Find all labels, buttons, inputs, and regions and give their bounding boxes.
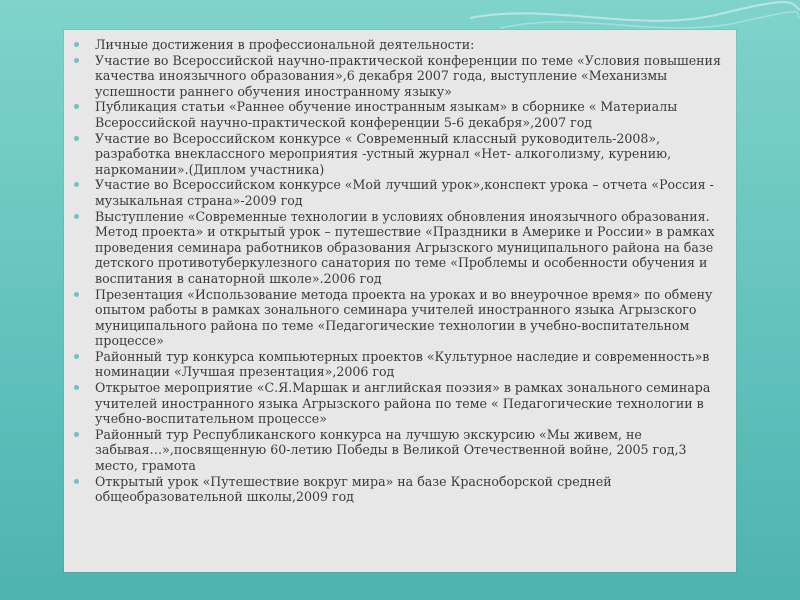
list-item-text: Личные достижения в профессиональной деятельности:	[95, 37, 475, 52]
bullet-icon	[74, 104, 79, 109]
bullet-icon	[74, 42, 79, 47]
list-item-text: Участие во Всероссийском конкурсе « Современный классный руководитель-2008», разработка внеклассного мероприятия -устный журнал «Нет- алкоголизму, курению, наркомании».(Диплом участника)	[95, 130, 672, 177]
list-item	[92, 37, 722, 53]
list-item-text: Публикация статьи «Раннее обучение иностранным языкам» в сборнике « Материалы Всероссийской научно-практической конференции 5-6 декабря»,2007 год	[95, 99, 678, 130]
list-item-text: Участие во Всероссийском конкурсе «Мой лучший урок»,конспект урока – отчета «Россия - музыкальная страна»-2009 год	[95, 177, 714, 208]
list-item	[92, 53, 722, 100]
list-item-text: Участие во Всероссийской научно-практической конференции по теме «Условия повышения качества иноязычного образования»,6 декабря 2007 года, выступление «Механизмы успешности раннего обучения иностранному языку»	[95, 52, 721, 99]
list-item	[92, 474, 722, 505]
bullet-icon	[74, 432, 79, 437]
list-item	[92, 349, 722, 380]
bullet-icon	[74, 479, 79, 484]
bullet-icon	[74, 292, 79, 297]
list-item	[92, 427, 722, 474]
list-item-text: Открытое мероприятие «С.Я.Маршак и английская поэзия» в рамках зонального семинара учителей иностранного языка Агрызского района по теме « Педагогические технологии в учебно-воспитательном процессе»	[95, 380, 711, 427]
list-item-text: Выступление «Современные технологии в условиях обновления иноязычного образования. Метод проекта» и открытый урок – путешествие «Праздники в Америке и России» в рамках проведения семинара работников образования Агрызского муниципального района на базе детского противотуберкулезного санатория по теме «Проблемы и особенности обучения и воспитания в санаторной школе».2006 год	[95, 208, 715, 286]
list-item-text: Презентация «Использование метода проекта на уроках и во внеурочное время» по обмену опытом работы в рамках зонального семинара учителей иностранного языка Агрызского муниципального района по теме «Педагогические технологии в учебно-воспитательном процессе»	[95, 286, 713, 349]
bullet-icon	[74, 214, 79, 219]
list-item-text: Районный тур Республиканского конкурса на лучшую экскурсию «Мы живем, не забывая…»,посвященную 60-летию Победы в Великой Отечественной войне, 2005 год,3 место, грамота	[95, 426, 687, 474]
list-item	[92, 287, 722, 349]
list-item	[92, 380, 722, 427]
bullet-icon	[74, 182, 79, 187]
list-item	[92, 177, 722, 208]
list-item	[92, 131, 722, 178]
bullet-icon	[74, 354, 79, 359]
list-item-text: Районный тур конкурса компьютерных проектов «Культурное наследие и современность»в номинации «Лучшая презентация»,2006 год	[95, 348, 710, 380]
achievements-list	[64, 30, 736, 505]
list-item	[92, 99, 722, 130]
list-item-text: Открытый урок «Путешествие вокруг мира» на базе Красноборской средней общеобразовательной школы,2009 год	[95, 473, 612, 505]
list-item	[92, 209, 722, 287]
bullet-icon	[74, 58, 79, 63]
bullet-icon	[74, 385, 79, 390]
content-panel	[64, 30, 736, 572]
bullet-icon	[74, 136, 79, 141]
